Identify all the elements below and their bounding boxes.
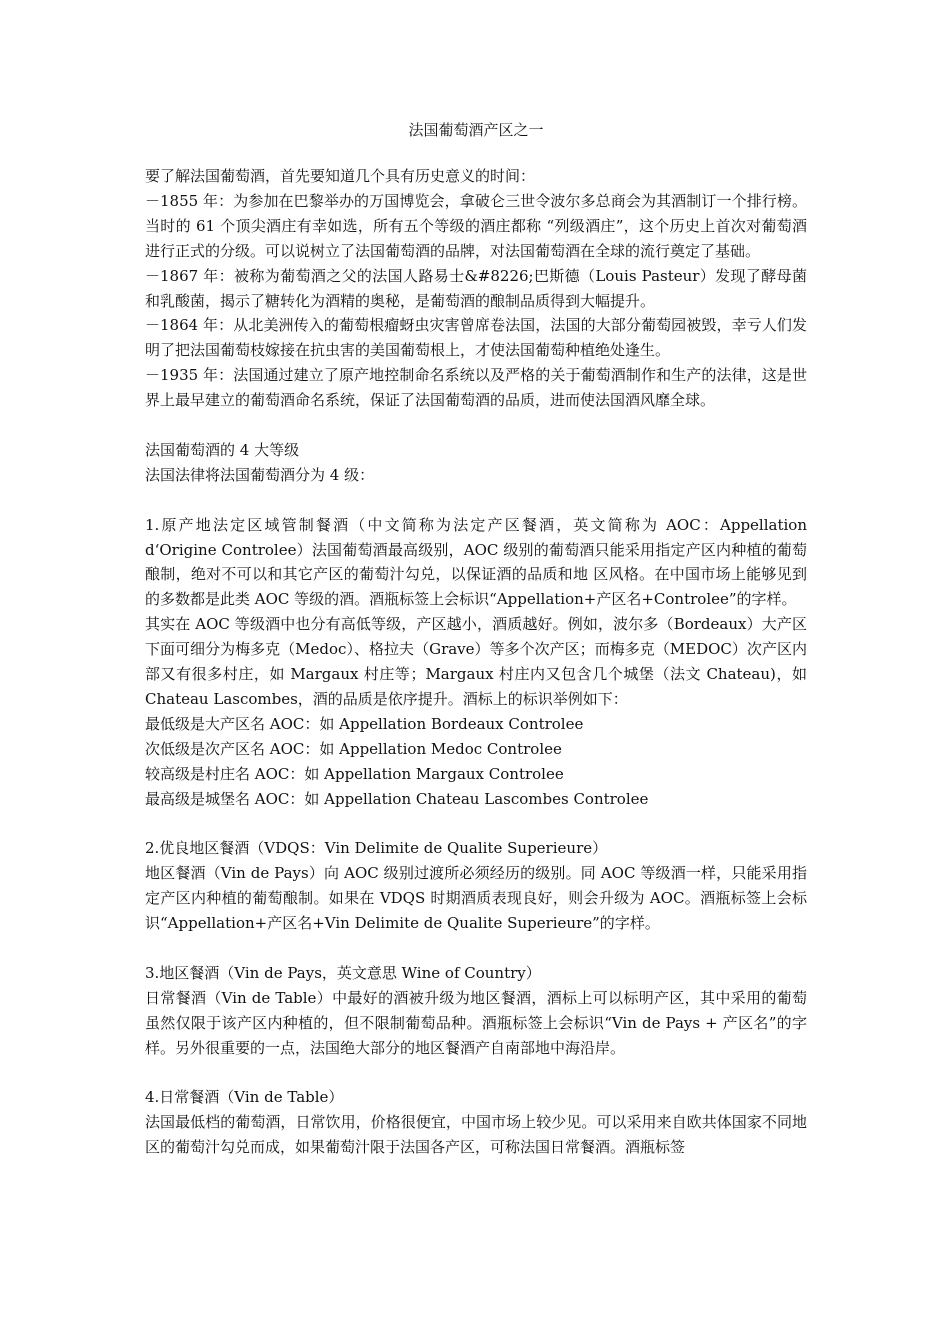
grades-heading: 法国葡萄酒的 4 大等级 (145, 440, 300, 459)
spacer (145, 812, 807, 837)
spacer (145, 488, 807, 513)
history-intro: 要了解法国葡萄酒，首先要知道几个具有历史意义的时间： (145, 167, 536, 185)
aoc-level-region: 最低级是大产区名 AOC：如 Appellation Bordeaux Controlee (145, 714, 584, 733)
history-event-1935: －1935 年：法国通过建立了原产地控制命名系统以及严格的关于葡萄酒制作和生产的法律，这是世界上最早建立的葡萄酒命名系统，保证了法国葡萄酒的品质，进而使法国酒风靡全球。 (145, 366, 807, 410)
spacer (145, 413, 807, 438)
aoc-level-village: 较高级是村庄名 AOC：如 Appellation Margaux Controlee (145, 764, 564, 783)
aoc-level-subregion: 次低级是次产区名 AOC：如 Appellation Medoc Controlee (145, 739, 562, 758)
vin-de-table-heading: 4.日常餐酒（Vin de Table） (145, 1088, 344, 1107)
vdqs-body: 地区餐酒（Vin de Pays）向 AOC 级别过渡所必须经历的级别。同 AOC 等级酒一样，只能采用指定产区内种植的葡萄酿制。如果在 VDQS 时期酒质表现良好，则会升级为 AOC。酒瓶标签上会标识“Appellation+产区名+Vin Delimite de Qualite Superieure”的字样。 (145, 864, 807, 933)
vdqs-heading: 2.优良地区餐酒（VDQS：Vin Delimite de Qualite Superieure） (145, 839, 608, 858)
history-event-1864: －1864 年：从北美洲传入的葡萄根瘤蚜虫灾害曾席卷法国，法国的大部分葡萄园被毁，幸亏人们发明了把法国葡萄枝嫁接在抗虫害的美国葡萄根上，才使法国葡萄种植绝处逢生。 (145, 316, 807, 360)
grades-subheading: 法国法律将法国葡萄酒分为 4 级： (145, 465, 375, 484)
document-page (145, 118, 807, 1160)
vin-de-table-body: 法国最低档的葡萄酒，日常饮用，价格很便宜，中国市场上较少见。可以采用来自欧共体国家不同地区的葡萄汁勾兑而成，如果葡萄汁限于法国各产区，可称法国日常餐酒。酒瓶标签 (145, 1113, 807, 1157)
history-event-1867: －1867 年：被称为葡萄酒之父的法国人路易士&#8226;巴斯德（Louis Pasteur）发现了酵母菌和乳酸菌，揭示了糖转化为酒精的奥秘，是葡萄酒的酿制品质得到大幅提升。 (145, 266, 807, 310)
aoc-heading-paragraph: 1.原产地法定区域管制餐酒（中文简称为法定产区餐酒，英文简称为 AOC：Appellation d‘Origine Controlee）法国葡萄酒最高级别，AOC 级别的葡萄酒只能采用指定产区内种植的葡萄酿制，绝对不可以和其它产区的葡萄汁勾兑，以保证酒的品质和地 区风格。在中国市场上能够见到的多数都是此类 AOC 等级的酒。酒瓶标签上会标识“Appellation+产区名+Controlee”的字样。 (145, 515, 807, 609)
history-event-1855: －1855 年：为参加在巴黎举办的万国博览会，拿破仑三世令波尔多总商会为其酒制订一个排行榜。当时的 61 个顶尖酒庄有幸如选，所有五个等级的酒庄都称 “列级酒庄”，这个历史上首次对葡萄酒进行正式的分级。可以说树立了法国葡萄酒的品牌，对法国葡萄酒在全球的流行奠定了基础。 (145, 191, 807, 260)
spacer (145, 936, 807, 961)
vin-de-pays-body: 日常餐酒（Vin de Table）中最好的酒被升级为地区餐酒，酒标上可以标明产区，其中采用的葡萄虽然仅限于该产区内种植的，但不限制葡萄品种。酒瓶标签上会标识“Vin de Pays + 产区名”的字样。另外很重要的一点，法国绝大部分的地区餐酒产自南部地中海沿岸。 (145, 988, 807, 1057)
document-title: 法国葡萄酒产区之一 (408, 121, 544, 139)
vin-de-pays-heading: 3.地区餐酒（Vin de Pays，英文意思 Wine of Country） (145, 963, 541, 982)
aoc-detail-paragraph: 其实在 AOC 等级酒中也分有高低等级，产区越小，酒质越好。例如，波尔多（Bordeaux）大产区下面可细分为梅多克（Medoc）、格拉夫（Grave）等多个次产区；而梅多克（MEDOC）次产区内部又有很多村庄，如 Margaux 村庄等；Margaux 村庄内又包含几个城堡（法文 Chateau)，如 Chateau Lascombes，酒的品质是依序提升。酒标上的标识举例如下： (145, 615, 807, 708)
spacer (145, 1061, 807, 1086)
aoc-level-chateau: 最高级是城堡名 AOC：如 Appellation Chateau Lascombes Controlee (145, 789, 649, 808)
